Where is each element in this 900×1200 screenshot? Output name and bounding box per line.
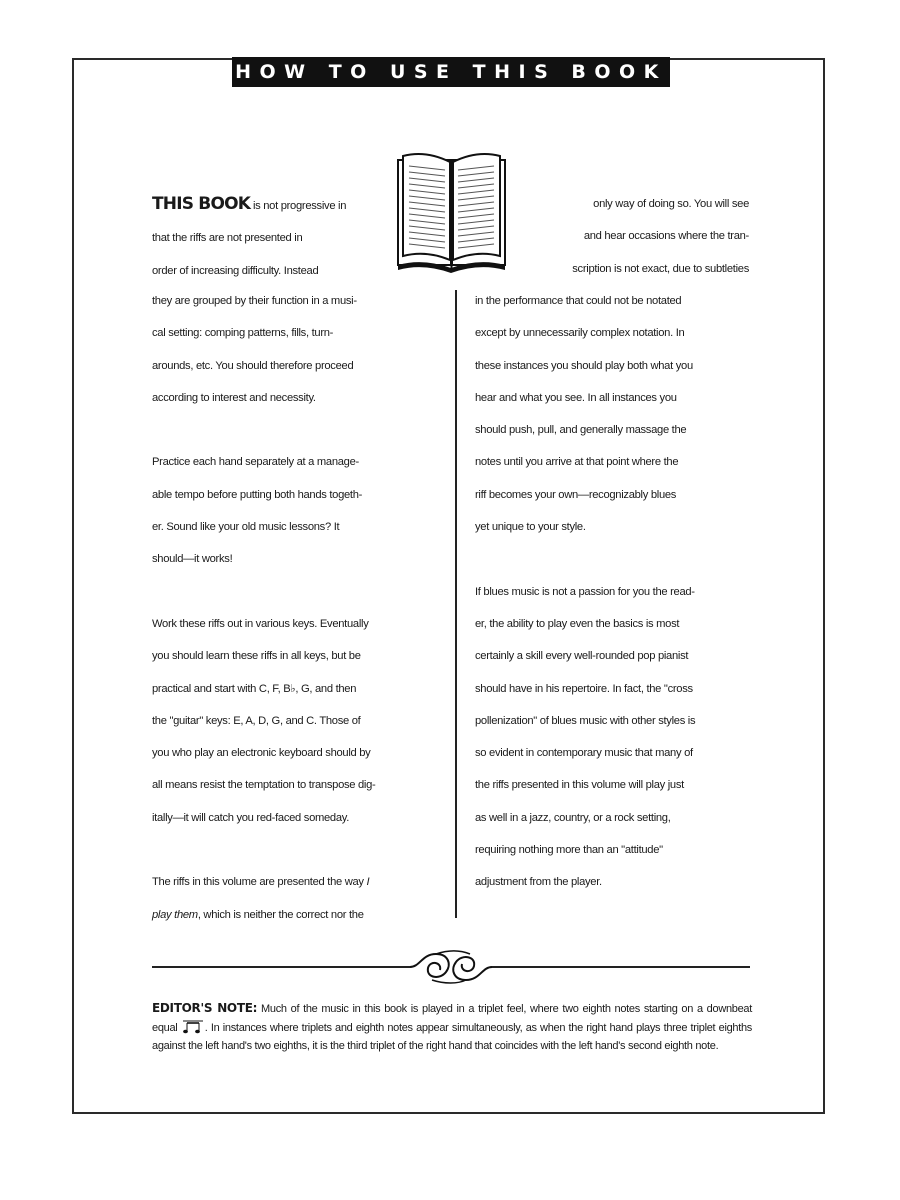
text-line: If blues music is not a passion for you the read- bbox=[475, 585, 695, 598]
page-title: HOW TO USE THIS BOOK bbox=[232, 57, 670, 87]
open-book-icon bbox=[393, 150, 510, 274]
text-line: play them, which is neither the correct nor the bbox=[152, 908, 364, 921]
text-line: in the performance that could not be notated bbox=[475, 295, 682, 307]
text-line: the "guitar" keys: E, A, D, G, and C. Those of bbox=[152, 714, 361, 727]
text-line: pollenization" of blues music with other styles is bbox=[475, 714, 696, 727]
text-line: adjustment from the player. bbox=[475, 876, 602, 889]
text-line: order of increasing difficulty. Instead bbox=[152, 264, 319, 277]
divider-rule-right bbox=[492, 966, 750, 968]
text-line: they are grouped by their function in a musi- bbox=[152, 295, 357, 307]
text-line: practical and start with C, F, B♭, G, and then bbox=[152, 682, 357, 695]
text-line: cal setting: comping patterns, fills, turn- bbox=[152, 327, 334, 340]
text-line: Practice each hand separately at a manage- bbox=[152, 456, 359, 469]
text-line: certainly a skill every well-rounded pop pianist bbox=[475, 650, 689, 663]
text-line: that the riffs are not presented in bbox=[152, 232, 303, 245]
right-column-intro bbox=[521, 188, 749, 285]
text-line: should push, pull, and generally massage the bbox=[475, 424, 687, 437]
text-line: Work these riffs out in various keys. Eventually bbox=[152, 617, 369, 630]
text-line: hear and what you see. In all instances you bbox=[475, 391, 677, 404]
text-line: itally—it will catch you red-faced someday. bbox=[152, 811, 350, 824]
text-line: the riffs presented in this volume will play just bbox=[475, 779, 684, 792]
text-line: as well in a jazz, country, or a rock setting, bbox=[475, 811, 671, 824]
text-line: able tempo before putting both hands togeth- bbox=[152, 488, 363, 501]
editors-note bbox=[152, 999, 752, 1056]
text-line: notes until you arrive at that point where the bbox=[475, 456, 679, 469]
text-line: arounds, etc. You should therefore proceed bbox=[152, 359, 354, 372]
text-line: er. Sound like your old music lessons? It bbox=[152, 521, 340, 534]
right-column-body bbox=[475, 285, 751, 899]
column-divider bbox=[455, 290, 457, 918]
triplet-notation-icon bbox=[181, 1020, 205, 1034]
text-line: er, the ability to play even the basics is most bbox=[475, 617, 680, 630]
text-line: scription is not exact, due to subtleties bbox=[572, 262, 749, 275]
text-line: so evident in contemporary music that many of bbox=[475, 747, 693, 760]
text-line: these instances you should play both what you bbox=[475, 359, 693, 372]
text-line: except by unnecessarily complex notation. In bbox=[475, 327, 685, 340]
text-line: only way of doing so. You will see bbox=[593, 198, 749, 210]
divider-rule-left bbox=[152, 966, 410, 968]
text-line: you should learn these riffs in all keys, but be bbox=[152, 650, 361, 663]
text-line: all means resist the temptation to transpose dig- bbox=[152, 779, 376, 792]
text-line: The riffs in this volume are presented the way I bbox=[152, 876, 370, 889]
text-line: riff becomes your own—recognizably blues bbox=[475, 488, 677, 501]
editors-note-label: EDITOR'S NOTE: bbox=[152, 1001, 258, 1015]
lead-word: THIS BOOK bbox=[152, 194, 251, 214]
left-column-body bbox=[152, 285, 442, 931]
text-line: yet unique to your style. bbox=[475, 521, 586, 534]
text-line: is not progressive in bbox=[250, 200, 347, 212]
editors-note-text: Much of the music in this book is played in a triplet feel, where two eighth notes starting on a downbeat equal bbox=[152, 1003, 752, 1034]
flourish-ornament-icon bbox=[408, 946, 494, 986]
text-line: should—it works! bbox=[152, 553, 233, 566]
text-line: according to interest and necessity. bbox=[152, 391, 316, 404]
text-line: and hear occasions where the tran- bbox=[583, 230, 749, 243]
left-column-intro bbox=[152, 188, 388, 287]
text-line: should have in his repertoire. In fact, the "cross bbox=[475, 682, 693, 695]
editors-note-text-continued: . In instances where triplets and eighth notes appear simultaneously, as when the right hand plays three triplet eighths against the left hand's two eighths, it is the third triplet of the right hand that coincides with the left hand's second eighth note. bbox=[152, 1021, 753, 1053]
text-line: you who play an electronic keyboard should by bbox=[152, 747, 371, 760]
text-line: requiring nothing more than an "attitude" bbox=[475, 844, 663, 857]
